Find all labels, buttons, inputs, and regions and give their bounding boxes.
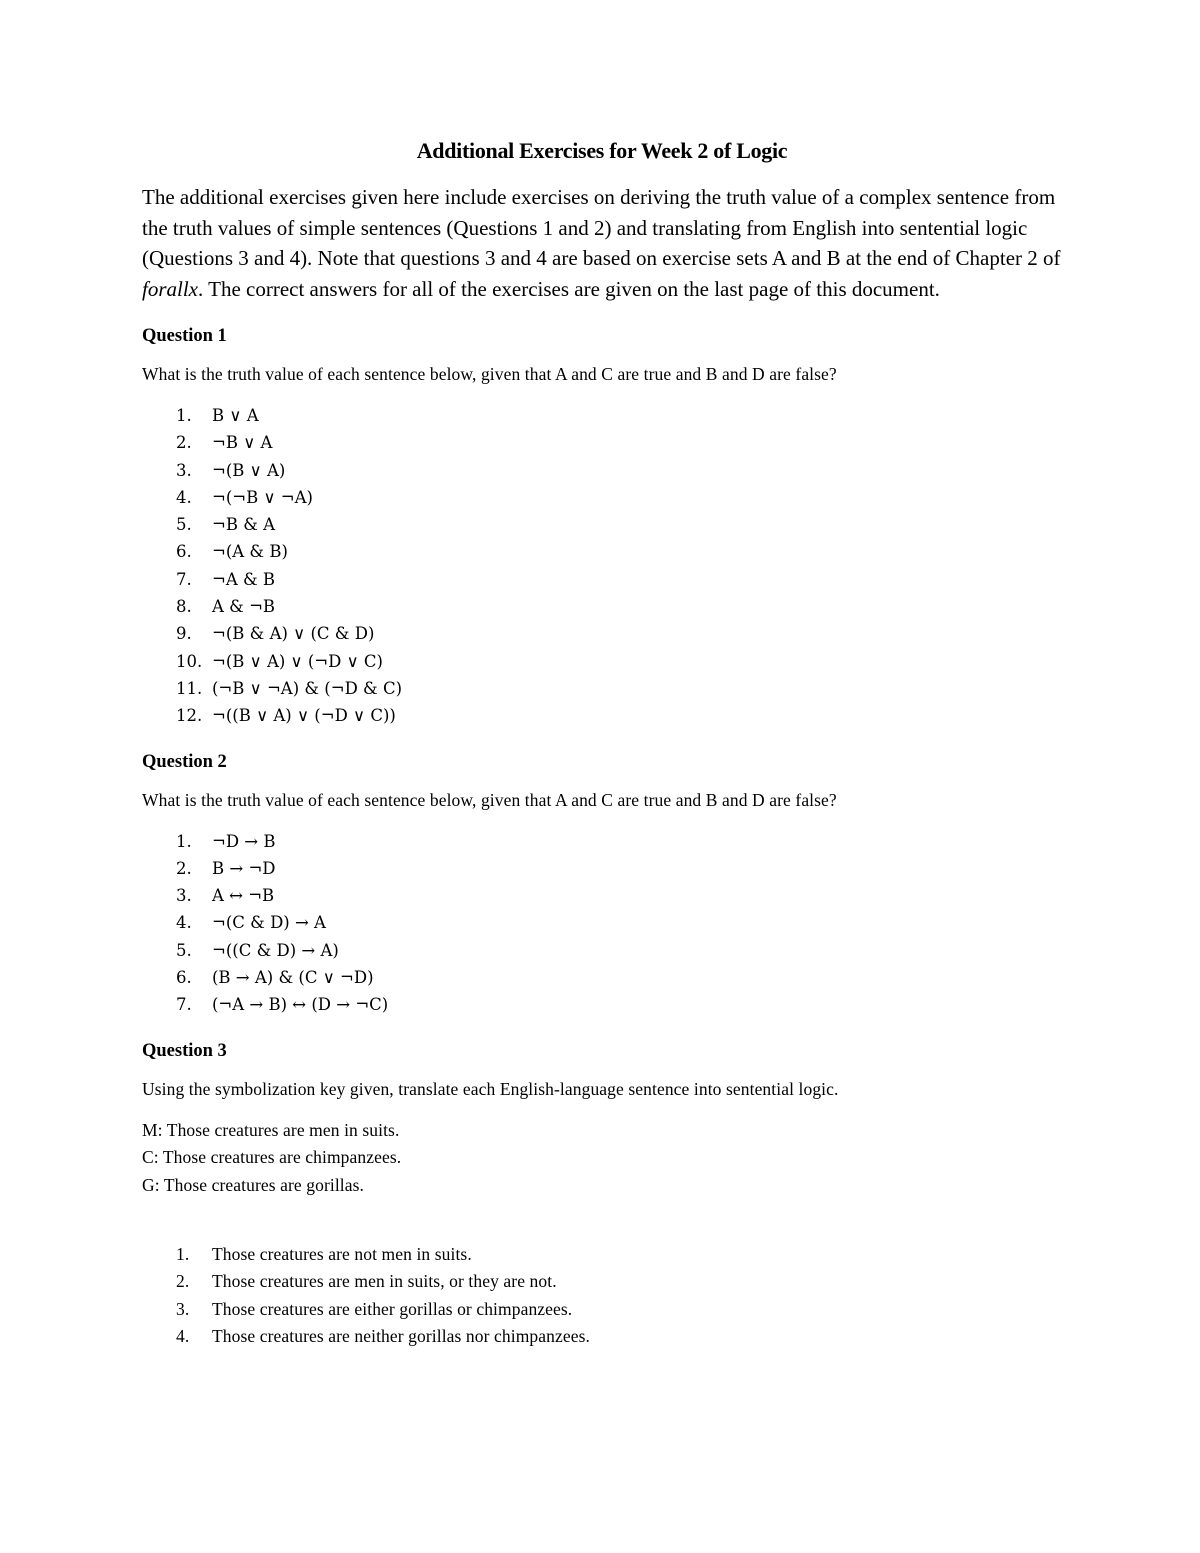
sentence: Those creatures are not men in suits. (212, 1244, 472, 1265)
item-number: 10. (176, 651, 203, 671)
item-number: 3. (176, 1298, 190, 1319)
item-number: 1. (176, 406, 192, 425)
question-2-heading: Question 2 (142, 751, 227, 772)
formula: ¬A & B (212, 569, 276, 589)
list-item (142, 484, 1062, 511)
list-item (142, 882, 1062, 909)
item-number: 4. (176, 487, 192, 507)
item-number: 8. (176, 597, 192, 617)
formula: ¬((C & D) → A) (212, 940, 339, 960)
item-number: 1. (176, 831, 192, 851)
list-item (142, 1268, 1062, 1295)
formula: (¬A → B) ↔ (D → ¬C) (212, 995, 389, 1015)
question-1-prompt: What is the truth value of each sentence below, given that A and C are true and B and D are false? (142, 364, 837, 384)
question-3-prompt: Using the symbolization key given, translate each English-language sentence into sentential logic. (142, 1078, 839, 1099)
question-2-prompt: What is the truth value of each sentence below, given that A and C are true and B and D are false? (142, 789, 837, 810)
intro-text: The additional exercises given here include exercises on deriving the truth value of a complex sentence from the truth values of simple sentences (Questions 1 and 2) and translating from English into sentential logic (Questions 3 and 4). Note that questions 3 and 4 are based on exercise sets A and B at the end of Chapter 2 of (142, 185, 1061, 270)
item-number: 7. (176, 569, 192, 589)
list-item (142, 828, 1062, 855)
question-3-heading: Question 3 (142, 1040, 227, 1061)
list-item (142, 937, 1062, 964)
list-item (142, 1296, 1062, 1323)
symbolization-key (142, 1117, 1062, 1200)
item-number: 11. (176, 678, 203, 698)
formula: ¬(B & A) ∨ (C & D) (212, 624, 375, 644)
list-item (142, 648, 1062, 675)
list-item (142, 909, 1062, 936)
item-number: 6. (176, 968, 192, 988)
item-number: 3. (176, 886, 192, 906)
item-number: 9. (176, 624, 192, 644)
formula: ¬(B ∨ A) (212, 460, 286, 480)
question-1-list (142, 402, 1062, 730)
list-item (142, 702, 1062, 729)
formula: A ↔ ¬B (212, 886, 275, 906)
question-2-list (142, 828, 1062, 1019)
intro-paragraph (142, 182, 1062, 304)
item-number: 2. (176, 433, 192, 453)
question-1-heading: Question 1 (142, 326, 227, 346)
intro-book-title: forallx (142, 276, 198, 301)
key-entry-m: M: Those creatures are men in suits. (142, 1119, 400, 1140)
formula: B ∨ A (212, 406, 259, 425)
list-item (142, 675, 1062, 702)
item-number: 5. (176, 515, 192, 535)
item-number: 4. (176, 1326, 190, 1347)
formula: ¬(A & B) (212, 542, 288, 562)
list-item (142, 566, 1062, 593)
sentence: Those creatures are men in suits, or they are not. (212, 1271, 557, 1292)
formula: ¬(¬B ∨ ¬A) (212, 487, 313, 507)
item-number: 12. (176, 706, 203, 726)
list-item (142, 457, 1062, 484)
key-entry-c: C: Those creatures are chimpanzees. (142, 1147, 402, 1168)
formula: (B → A) & (C ∨ ¬D) (212, 968, 374, 988)
item-number: 2. (176, 858, 192, 878)
list-item (142, 1241, 1062, 1268)
list-item (142, 593, 1062, 620)
list-item (142, 991, 1062, 1018)
intro-text-end: . The correct answers for all of the exercises are given on the last page of this document. (198, 276, 940, 301)
list-item (142, 429, 1062, 456)
document-page (142, 138, 1062, 1372)
formula: (¬B ∨ ¬A) & (¬D & C) (212, 678, 403, 698)
formula: ¬B & A (212, 515, 276, 535)
formula: ¬((B ∨ A) ∨ (¬D ∨ C)) (212, 706, 396, 726)
formula: ¬B ∨ A (212, 433, 273, 453)
question-3-list (142, 1241, 1062, 1350)
item-number: 2. (176, 1271, 190, 1292)
formula: ¬D → B (212, 831, 276, 851)
list-item (142, 538, 1062, 565)
item-number: 6. (176, 542, 192, 562)
item-number: 5. (176, 940, 192, 960)
sentence: Those creatures are either gorillas or chimpanzees. (212, 1298, 573, 1319)
document-title: Additional Exercises for Week 2 of Logic (416, 138, 788, 163)
list-item (142, 964, 1062, 991)
item-number: 3. (176, 460, 192, 480)
item-number: 7. (176, 995, 192, 1015)
list-item (142, 402, 1062, 429)
list-item (142, 1323, 1062, 1350)
formula: ¬(C & D) → A (212, 913, 326, 933)
list-item (142, 855, 1062, 882)
item-number: 1. (176, 1244, 190, 1265)
formula: ¬(B ∨ A) ∨ (¬D ∨ C) (212, 651, 383, 671)
sentence: Those creatures are neither gorillas nor chimpanzees. (212, 1326, 590, 1347)
list-item (142, 620, 1062, 647)
formula: A & ¬B (212, 597, 276, 617)
key-entry-g: G: Those creatures are gorillas. (142, 1174, 365, 1195)
item-number: 4. (176, 913, 192, 933)
list-item (142, 511, 1062, 538)
formula: B → ¬D (212, 858, 276, 878)
